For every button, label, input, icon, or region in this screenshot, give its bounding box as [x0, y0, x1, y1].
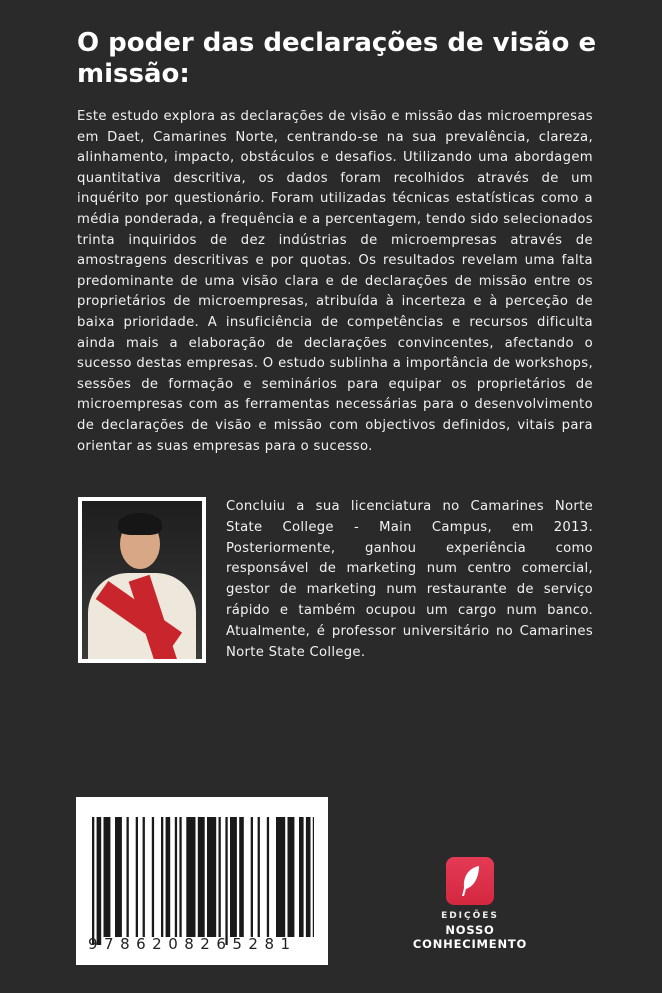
barcode-bar	[179, 817, 181, 937]
barcode-bar	[127, 817, 129, 937]
book-title: O poder das declarações de visão e missão:	[77, 28, 597, 89]
isbn-number: 9786208265281	[88, 935, 297, 953]
barcode-bar	[186, 817, 195, 937]
barcode-bar	[92, 817, 94, 945]
barcode-bars	[92, 817, 314, 947]
barcode-bar	[225, 817, 227, 945]
barcode-bar	[198, 817, 205, 937]
publisher-line2: NOSSO CONHECIMENTO	[412, 923, 528, 951]
barcode-bar	[104, 817, 111, 937]
feather-icon	[446, 857, 494, 905]
barcode-bar	[288, 817, 295, 937]
barcode-bar	[299, 817, 304, 937]
barcode-bar	[267, 817, 269, 937]
author-photo	[78, 497, 206, 663]
barcode-bar	[166, 817, 171, 937]
barcode-bar	[136, 817, 138, 937]
barcode-bar	[239, 817, 244, 937]
author-bio: Concluiu a sua licenciatura no Camarines Norte State College - Main Campus, em 2013. Posteriormente, ganhou experiência como responsável de marketing num centro comercial, gestor de marketing num restaurante de serviço rápido e também ocupou um cargo num banco. Atualmente, é professor universitário no Camarines Norte State College.	[226, 499, 593, 660]
barcode-bar	[258, 817, 260, 937]
barcode-bar	[207, 817, 216, 937]
abstract-text: Este estudo explora as declarações de visão e missão das microempresas em Daet, Camarines Norte, centrando-se na sua prevalência, clareza, alinhamento, impacto, obstáculos e desafios. Utilizando uma abordagem quantitativa descritiva, os dados foram recolhidos através de um inquérito por questionário. Foram utilizadas técnicas estatísticas como a média ponderada, a frequência e a percentagem, tendo sido selecionados trinta inquiridos de dez indústrias de microempresas através de amostragens descritivas e por quotas. Os resultados revelam uma falta predominante de uma visão clara e de declarações de missão entre os proprietários de microempresas, atribuída à incerteza e à perceção de baixa prioridade. A insuficiência de competências e recursos dificulta ainda mais a elaboração de declarações convincentes, afectando o sucesso destas empresas. O estudo sublinha a importância de workshops, sessões de formação e seminários para equipar os proprietários de microempresas com as ferramentas necessárias para o desenvolvimento de declarações de visão e missão com objectivos definidos, vitais para orientar as suas empresas para o sucesso.	[77, 109, 593, 454]
barcode-bar	[306, 817, 311, 937]
barcode-bar	[97, 817, 102, 945]
isbn-barcode	[76, 797, 328, 965]
barcode-bar	[219, 817, 221, 937]
barcode-bar	[115, 817, 122, 937]
barcode-bar	[175, 817, 177, 937]
barcode-bar	[161, 817, 163, 937]
barcode-bar	[313, 817, 314, 937]
barcode-bar	[230, 817, 237, 937]
barcode-bar	[251, 817, 253, 937]
barcode-bar	[276, 817, 285, 937]
barcode-bar	[152, 817, 154, 937]
publisher-line1: EDIÇÕES	[441, 911, 499, 921]
barcode-bar	[143, 817, 145, 937]
publisher-logo	[390, 857, 550, 951]
